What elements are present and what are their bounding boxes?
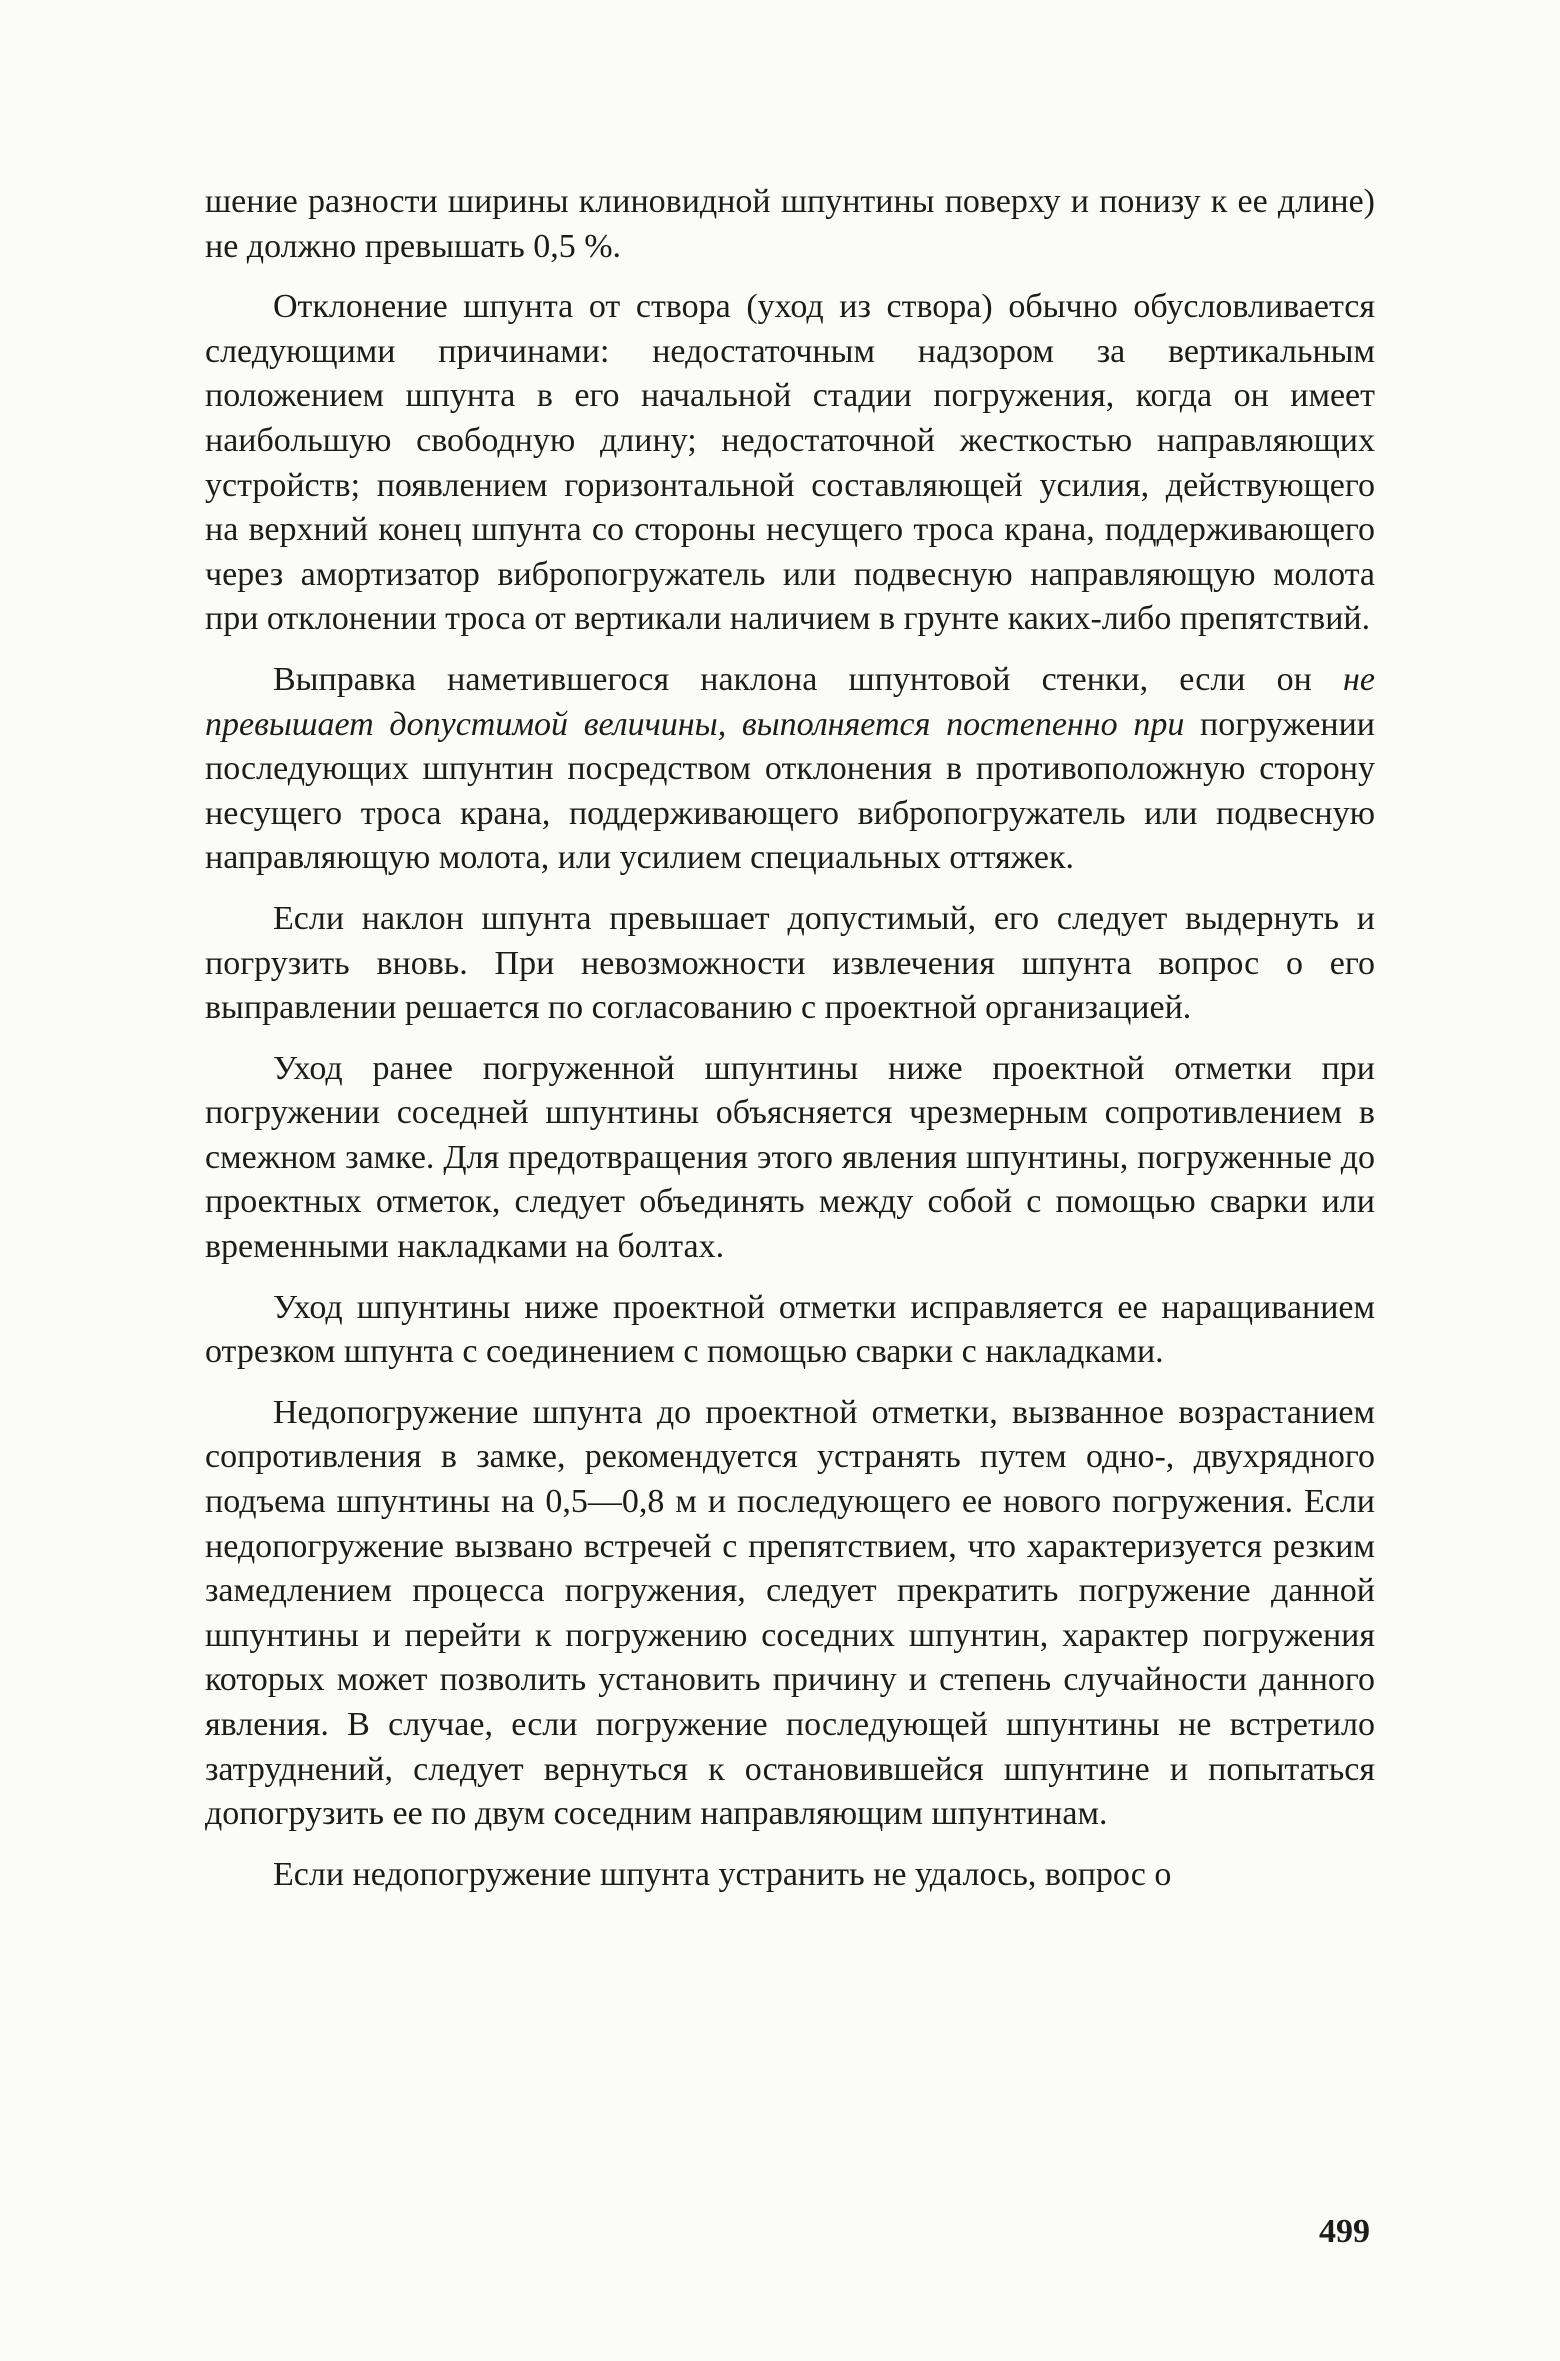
paragraph-tilt-correction-italic: не превышает допустимой величины, выполняется постепенно при bbox=[205, 660, 1375, 743]
body-text bbox=[205, 180, 1375, 1913]
paragraph-sheet-pile-sinking: Уход ранее погруженной шпунтины ниже проектной отметки при погружении соседней шпунтины объясняется чрезмерным сопротивлением в смежном замке. Для предотвращения этого явления шпунтины, погруженные до проектных отметок, следует объединять между собой с помощью сварки или временными накладками на болтах. bbox=[205, 1049, 1375, 1266]
paragraph-deviation-causes: Отклонение шпунта от створа (уход из створа) обычно обусловливается следующими причинами: недостаточным надзором за вертикальным положением шпунта в его начальной стадии погружения, когда он имеет наибольшую свободную длину; недостаточной жесткостью направляющих устройств; появлением горизонтальной составляющей усилия, действующего на верхний конец шпунта со стороны несущего троса крана, поддерживающего через амортизатор вибропогружатель или подвесную направляющую молота при отклонении троса от вертикали наличием в грунте каких-либо препятствий. bbox=[205, 288, 1375, 638]
paragraph-tilt-correction bbox=[205, 658, 1375, 881]
page-number: 499 bbox=[1319, 2213, 1370, 2250]
paragraph-continuation: шение разности ширины клиновидной шпунтины поверху и понизу к ее длине) не должно превышать 0,5 %. bbox=[205, 183, 1375, 265]
paragraph-last-line: Если недопогружение шпунта устранить не удалось, вопрос о bbox=[273, 1855, 1172, 1893]
paragraph-sinking-fix: Уход шпунтины ниже проектной отметки исправляется ее наращиванием отрезком шпунта с соединением с помощью сварки с накладками. bbox=[205, 1288, 1375, 1371]
paragraph-tilt-correction-start: Выправка наметившегося наклона шпунтовой стенки, если он bbox=[273, 660, 1344, 698]
paragraph-tilt-correction-end: погружении последующих шпунтин посредством отклонения в противоположную сторону несущего троса крана, поддерживающего вибропогружатель или подвесную направляющую молота, или усилием специальных оттяжек. bbox=[205, 705, 1375, 877]
paragraph-under-driving: Недопогружение шпунта до проектной отметки, вызванное возрастанием сопротивления в замке, рекомендуется устранять путем одно-, двухрядного подъема шпунтины на 0,5—0,8 м и последующего ее нового погружения. Если недопогружение вызвано встречей с препятствием, что характеризуется резким замедлением процесса погружения, следует прекратить погружение данной шпунтины и перейти к погружению соседних шпунтин, характер погружения которых может позволить установить причину и степень случайности данного явления. В случае, если погружение последующей шпунтины не встретило затруднений, следует вернуться к остановившейся шпунтине и попытаться допогрузить ее по двум соседним направляющим шпунтинам. bbox=[205, 1393, 1375, 1833]
paragraph-excess-tilt: Если наклон шпунта превышает допустимый, его следует выдернуть и погрузить вновь. При невозможности извлечения шпунта вопрос о его выправлении решается по согласованию с проектной организацией. bbox=[205, 899, 1375, 1027]
